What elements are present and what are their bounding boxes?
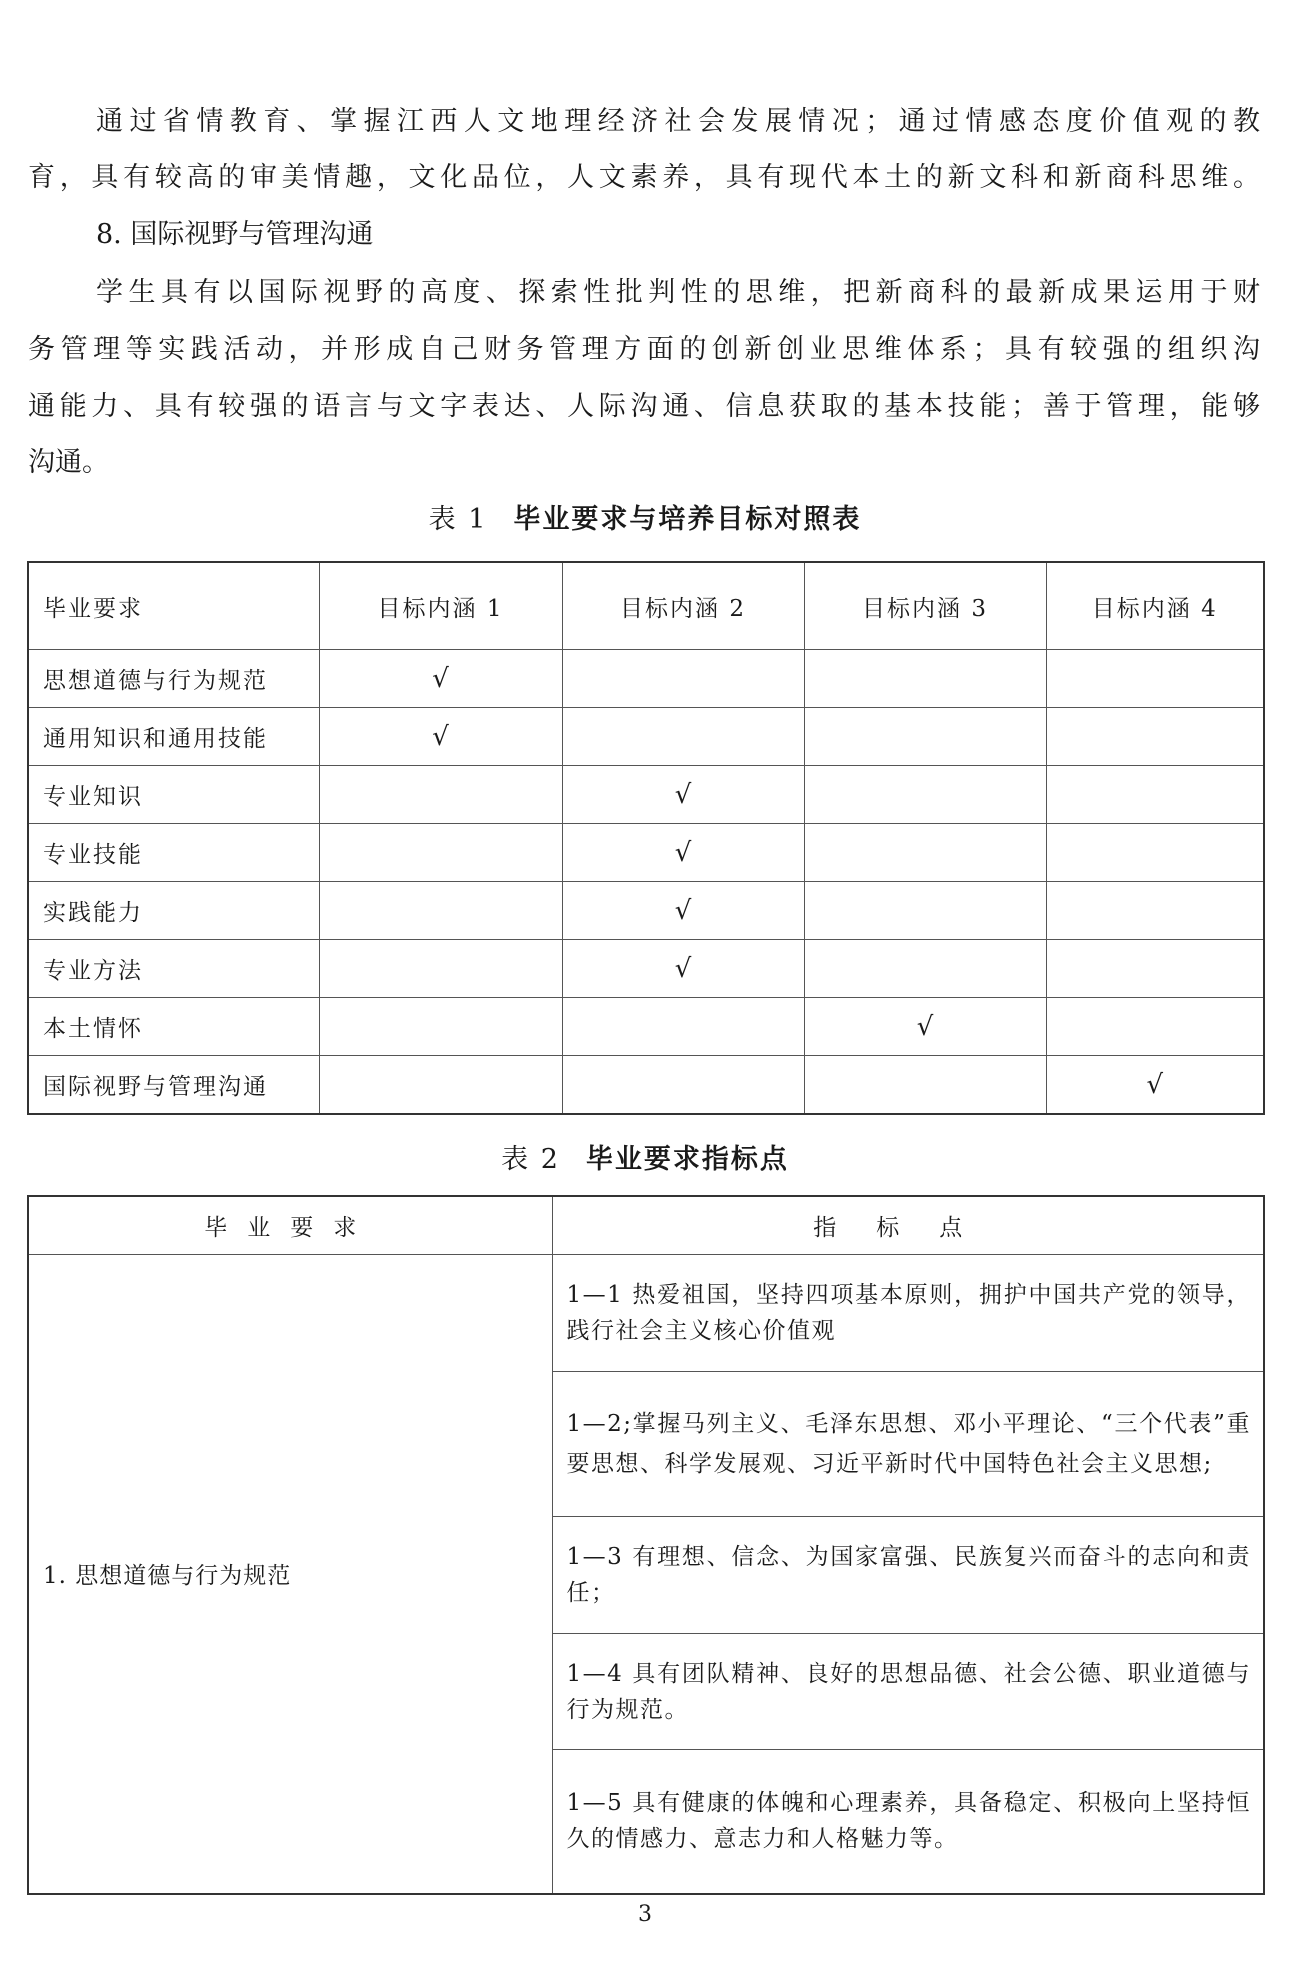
table-row xyxy=(28,824,1264,882)
table2-header-cell: 指标点 xyxy=(552,1196,1264,1255)
table-row xyxy=(28,882,1264,940)
objective-cell xyxy=(1046,998,1264,1056)
check-mark-icon: √ xyxy=(916,1011,934,1042)
objective-cell xyxy=(804,1056,1046,1115)
table2-header-row xyxy=(28,1196,1264,1255)
paragraph-line: 通能力、具有较强的语言与文字表达、人际沟通、信息获取的基本技能；善于管理，能够 xyxy=(28,391,1260,422)
check-mark-icon: √ xyxy=(1146,1069,1164,1100)
indicator-point: 1—1 热爱祖国，坚持四项基本原则，拥护中国共产党的领导，践行社会主义核心价值观 xyxy=(552,1255,1264,1372)
requirement-label: 国际视野与管理沟通 xyxy=(28,1056,319,1115)
table2-header-cell: 毕业要求 xyxy=(28,1196,552,1255)
objective-cell xyxy=(804,940,1046,998)
objective-cell xyxy=(319,766,562,824)
objective-cell xyxy=(804,998,1046,1056)
table1-header-cell: 目标内涵 1 xyxy=(319,562,562,650)
objective-cell xyxy=(562,882,804,940)
table-row xyxy=(28,1056,1264,1115)
page-number: 3 xyxy=(638,1902,652,1927)
objective-cell xyxy=(1046,708,1264,766)
objective-cell xyxy=(562,998,804,1056)
table-row xyxy=(28,998,1264,1056)
objective-cell xyxy=(319,1056,562,1115)
table2-caption-title: 毕业要求指标点 xyxy=(585,1144,789,1175)
paragraph-line: 学生具有以国际视野的高度、探索性批判性的思维，把新商科的最新成果运用于财 xyxy=(96,277,1260,308)
paragraph-line: 务管理等实践活动，并形成自己财务管理方面的创新创业思维体系；具有较强的组织沟 xyxy=(28,334,1260,365)
objective-cell xyxy=(319,708,562,766)
requirement-label: 实践能力 xyxy=(28,882,319,940)
objective-cell xyxy=(319,998,562,1056)
objective-cell xyxy=(562,940,804,998)
check-mark-icon: √ xyxy=(674,779,692,810)
table1-caption-title: 毕业要求与培养目标对照表 xyxy=(513,504,862,535)
objective-cell xyxy=(319,650,562,708)
requirement-cell: 1. 思想道德与行为规范 xyxy=(28,1255,552,1894)
table1-header-cell: 目标内涵 4 xyxy=(1046,562,1264,650)
objective-cell xyxy=(1046,940,1264,998)
paragraph-line: 育，具有较高的审美情趣，文化品位，人文素养，具有现代本土的新文科和新商科思维。 xyxy=(28,162,1260,193)
check-mark-icon: √ xyxy=(432,663,449,694)
table2-caption-number: 表 2 xyxy=(501,1144,560,1175)
paragraph-line: 通过省情教育、掌握江西人文地理经济社会发展情况；通过情感态度价值观的教 xyxy=(96,106,1260,137)
indicator-point: 1—3 有理想、信念、为国家富强、民族复兴而奋斗的志向和责任； xyxy=(552,1517,1264,1634)
objective-cell xyxy=(804,708,1046,766)
table1-header-cell: 毕业要求 xyxy=(28,562,319,650)
table1-caption xyxy=(0,500,1290,540)
paragraph-line: 沟通。 xyxy=(28,447,109,478)
indicator-point: 1—5 具有健康的体魄和心理素养，具备稳定、积极向上坚持恒久的情感力、意志力和人格魅力等。 xyxy=(552,1750,1264,1894)
table1-requirements-vs-objectives xyxy=(27,561,1265,1115)
table1-header-cell: 目标内涵 2 xyxy=(562,562,804,650)
check-mark-icon: √ xyxy=(674,837,692,868)
requirement-label: 通用知识和通用技能 xyxy=(28,708,319,766)
objective-cell xyxy=(1046,1056,1264,1115)
requirement-label: 思想道德与行为规范 xyxy=(28,650,319,708)
objective-cell xyxy=(562,766,804,824)
table1-header-row xyxy=(28,562,1264,650)
table1-caption-number: 表 1 xyxy=(428,504,488,535)
section-heading: 8. 国际视野与管理沟通 xyxy=(96,219,374,250)
requirement-label: 专业知识 xyxy=(28,766,319,824)
check-mark-icon: √ xyxy=(674,953,692,984)
objective-cell xyxy=(804,824,1046,882)
requirement-label: 专业方法 xyxy=(28,940,319,998)
objective-cell xyxy=(804,766,1046,824)
objective-cell xyxy=(804,882,1046,940)
objective-cell xyxy=(562,708,804,766)
objective-cell xyxy=(1046,650,1264,708)
objective-cell xyxy=(319,824,562,882)
check-mark-icon: √ xyxy=(432,721,449,752)
table-row xyxy=(28,1255,1264,1372)
table-row xyxy=(28,766,1264,824)
objective-cell xyxy=(319,940,562,998)
objective-cell xyxy=(804,650,1046,708)
check-mark-icon: √ xyxy=(674,895,692,926)
table1-header-cell: 目标内涵 3 xyxy=(804,562,1046,650)
table2-requirement-indicators xyxy=(27,1195,1265,1895)
indicator-point: 1—4 具有团队精神、良好的思想品德、社会公德、职业道德与行为规范。 xyxy=(552,1634,1264,1750)
requirement-label: 本土情怀 xyxy=(28,998,319,1056)
table-row xyxy=(28,650,1264,708)
indicator-point: 1—2;掌握马列主义、毛泽东思想、邓小平理论、“三个代表”重要思想、科学发展观、习近平新时代中国特色社会主义思想; xyxy=(552,1372,1264,1517)
objective-cell xyxy=(319,882,562,940)
table-row xyxy=(28,708,1264,766)
table-row xyxy=(28,940,1264,998)
objective-cell xyxy=(1046,882,1264,940)
objective-cell xyxy=(562,650,804,708)
objective-cell xyxy=(1046,766,1264,824)
table2-caption xyxy=(0,1140,1290,1180)
objective-cell xyxy=(1046,824,1264,882)
requirement-label: 专业技能 xyxy=(28,824,319,882)
objective-cell xyxy=(562,1056,804,1115)
objective-cell xyxy=(562,824,804,882)
